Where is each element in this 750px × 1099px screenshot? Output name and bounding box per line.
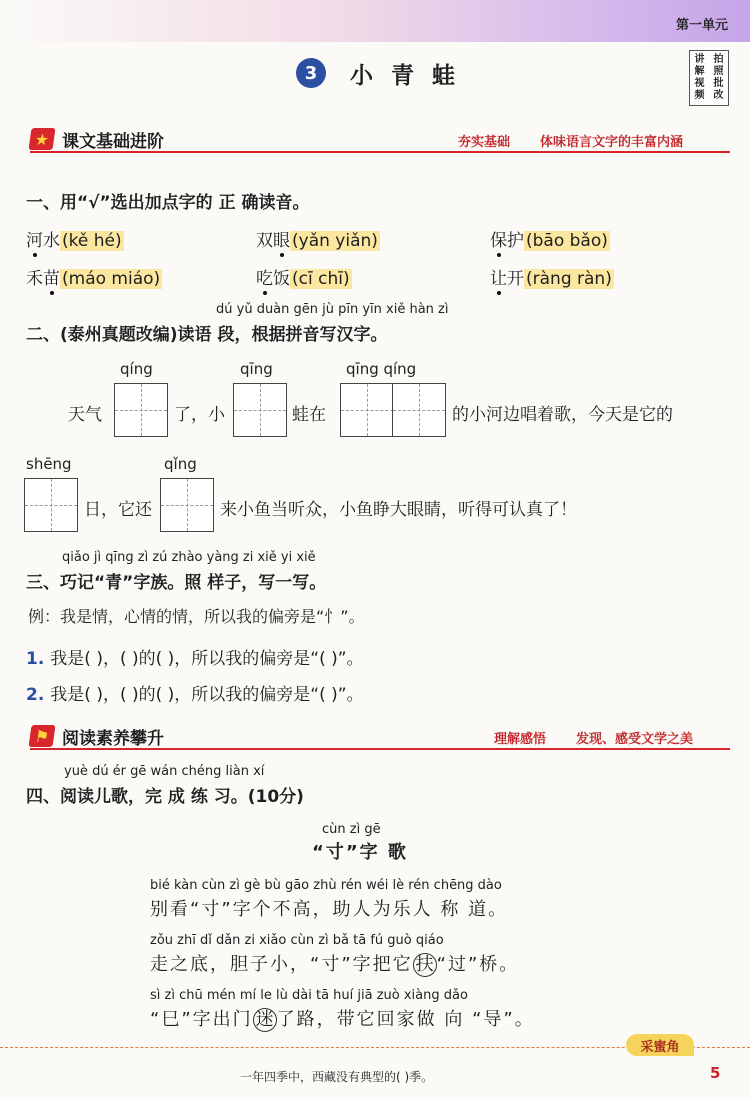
choice-item: 保护 (bāo bǎo): [490, 226, 610, 251]
section-tag: 夯实基础: [458, 135, 511, 150]
video-qr-box[interactable]: [689, 50, 729, 106]
dotted-char: 眼: [273, 226, 290, 251]
choice-item: 让开 (ràng ràn): [490, 264, 614, 289]
passage-text: 蛙在: [292, 405, 326, 425]
poem-text: 了路，带它回家做 向 “导”。: [276, 1009, 535, 1030]
writing-grid[interactable]: [392, 383, 446, 437]
pinyin-options[interactable]: (yǎn yiǎn): [292, 231, 378, 251]
choice-item: 河水 (kě hé): [26, 226, 124, 251]
header-bar: [0, 0, 750, 42]
unit-label: 第一单元: [675, 18, 728, 33]
poem-text: “巳”字出门: [150, 1009, 253, 1030]
video-label-right: 拍 照 批 改: [713, 54, 724, 101]
question-2-title: 二、(泰州真题改编)读语 段，根据拼音写汉字。: [26, 325, 388, 345]
pinyin-hint: qīng qíng: [346, 360, 417, 378]
video-label-left: 讲 解 视 频: [694, 54, 705, 101]
pinyin-hint: qīng: [240, 360, 273, 378]
pinyin-options[interactable]: (ràng ràn): [526, 269, 612, 289]
poem-text: 走之底，胆子小，“寸”字把它: [150, 954, 413, 975]
footer-badge: 采蜜角: [626, 1034, 694, 1056]
lesson-name: 小 青 蛙: [350, 62, 461, 89]
poem-text: “过”桥。: [436, 954, 520, 975]
pinyin-options[interactable]: (bāo bǎo): [526, 231, 608, 251]
writing-grid[interactable]: [24, 478, 78, 532]
writing-grid[interactable]: [160, 478, 214, 532]
star-icon: ★: [28, 128, 55, 150]
section-tag: 发现、感受文学之美: [576, 732, 694, 747]
pinyin-options[interactable]: (cī chī): [292, 269, 350, 289]
choice-item: 禾苗 (máo miáo): [26, 264, 162, 289]
writing-grid[interactable]: [114, 383, 168, 437]
pinyin-hint: qíng: [120, 360, 153, 378]
example-text: 例：我是情，心情的情，所以我的偏旁是“忄”。: [28, 607, 365, 626]
passage-text: 天气: [68, 405, 102, 425]
choice-item: 双眼 (yǎn yiǎn): [256, 226, 380, 251]
poem-line: 别看“寸”字个不高，助人为乐人 称 道。: [150, 899, 509, 920]
passage-text: 的小河边唱着歌，今天是它的: [452, 405, 673, 425]
flag-icon: ⚑: [28, 725, 55, 747]
question-3-title: 三、巧记“青”字族。照 样子，写一写。: [26, 573, 327, 593]
section-title: 课文基础进阶: [62, 132, 164, 152]
divider: [30, 748, 730, 750]
pinyin-options[interactable]: (máo miáo): [62, 269, 161, 289]
passage-text: 日，它还: [84, 500, 152, 520]
poem-title: “寸”字 歌: [312, 842, 408, 863]
section-header-reading: [0, 722, 750, 750]
pinyin-hint: qǐng: [164, 455, 197, 473]
fill-line[interactable]: [26, 680, 364, 705]
passage-text: 了，小: [174, 405, 225, 425]
item-number: 1.: [26, 649, 45, 669]
circled-char: 迷: [253, 1008, 277, 1032]
fill-text: 我是( )，( )的( )，所以我的偏旁是“( )”。: [50, 649, 364, 669]
poem-line-pinyin: bié kàn cùn zì gè bù gāo zhù rén wéi lè rén chēng dào: [150, 878, 502, 893]
poem-line: [150, 950, 519, 977]
item-number: 2.: [26, 685, 45, 705]
question-4-title: 四、阅读儿歌，完 成 练 习。(10分): [26, 787, 304, 807]
pinyin-hint: shēng: [26, 455, 72, 473]
section-tag: 理解感悟: [494, 732, 547, 747]
section-header-basics: [0, 125, 750, 153]
divider: [30, 151, 730, 153]
fill-text: 我是( )，( )的( )，所以我的偏旁是“( )”。: [50, 685, 364, 705]
dotted-char: 保: [490, 226, 507, 251]
dotted-char: 河: [26, 226, 43, 251]
pinyin-annotation: qiǎo jì qīng zì zú zhào yàng zi xiě yi xiě: [62, 550, 316, 565]
dotted-char: 吃: [256, 264, 273, 289]
section-tag: 体味语言文字的丰富内涵: [540, 135, 684, 150]
footer-riddle: 一年四季中，西藏没有典型的( )季。: [240, 1070, 434, 1084]
writing-grid[interactable]: [340, 383, 394, 437]
poem-line-pinyin: zǒu zhī dǐ dǎn zi xiǎo cùn zì bǎ tā fú guò qiáo: [150, 933, 444, 948]
question-1-title: 一、用“√”选出加点字的 正 确读音。: [26, 193, 310, 213]
poem-line: [150, 1005, 535, 1032]
passage-text: 来小鱼当听众，小鱼睁大眼睛，听得可认真了！: [220, 500, 577, 520]
pinyin-options[interactable]: (kě hé): [62, 231, 122, 251]
choice-item: 吃饭 (cī chī): [256, 264, 352, 289]
circled-char: 扶: [413, 953, 437, 977]
fill-line[interactable]: [26, 644, 364, 669]
poem-line-pinyin: sì zì chū mén mí le lù dài tā huí jiā zuò xiàng dǎo: [150, 988, 468, 1003]
lesson-title: [296, 56, 460, 90]
poem-title-pinyin: cùn zì gē: [322, 822, 381, 837]
lesson-number-badge: 3: [296, 58, 326, 88]
dotted-char: 苗: [43, 264, 60, 289]
pinyin-annotation: dú yǔ duàn gēn jù pīn yīn xiě hàn zì: [216, 302, 449, 317]
writing-grid[interactable]: [233, 383, 287, 437]
page-number: 5: [710, 1064, 721, 1082]
section-title: 阅读素养攀升: [62, 729, 164, 749]
dotted-char: 让: [490, 264, 507, 289]
pinyin-annotation: yuè dú ér gē wán chéng liàn xí: [64, 764, 265, 779]
